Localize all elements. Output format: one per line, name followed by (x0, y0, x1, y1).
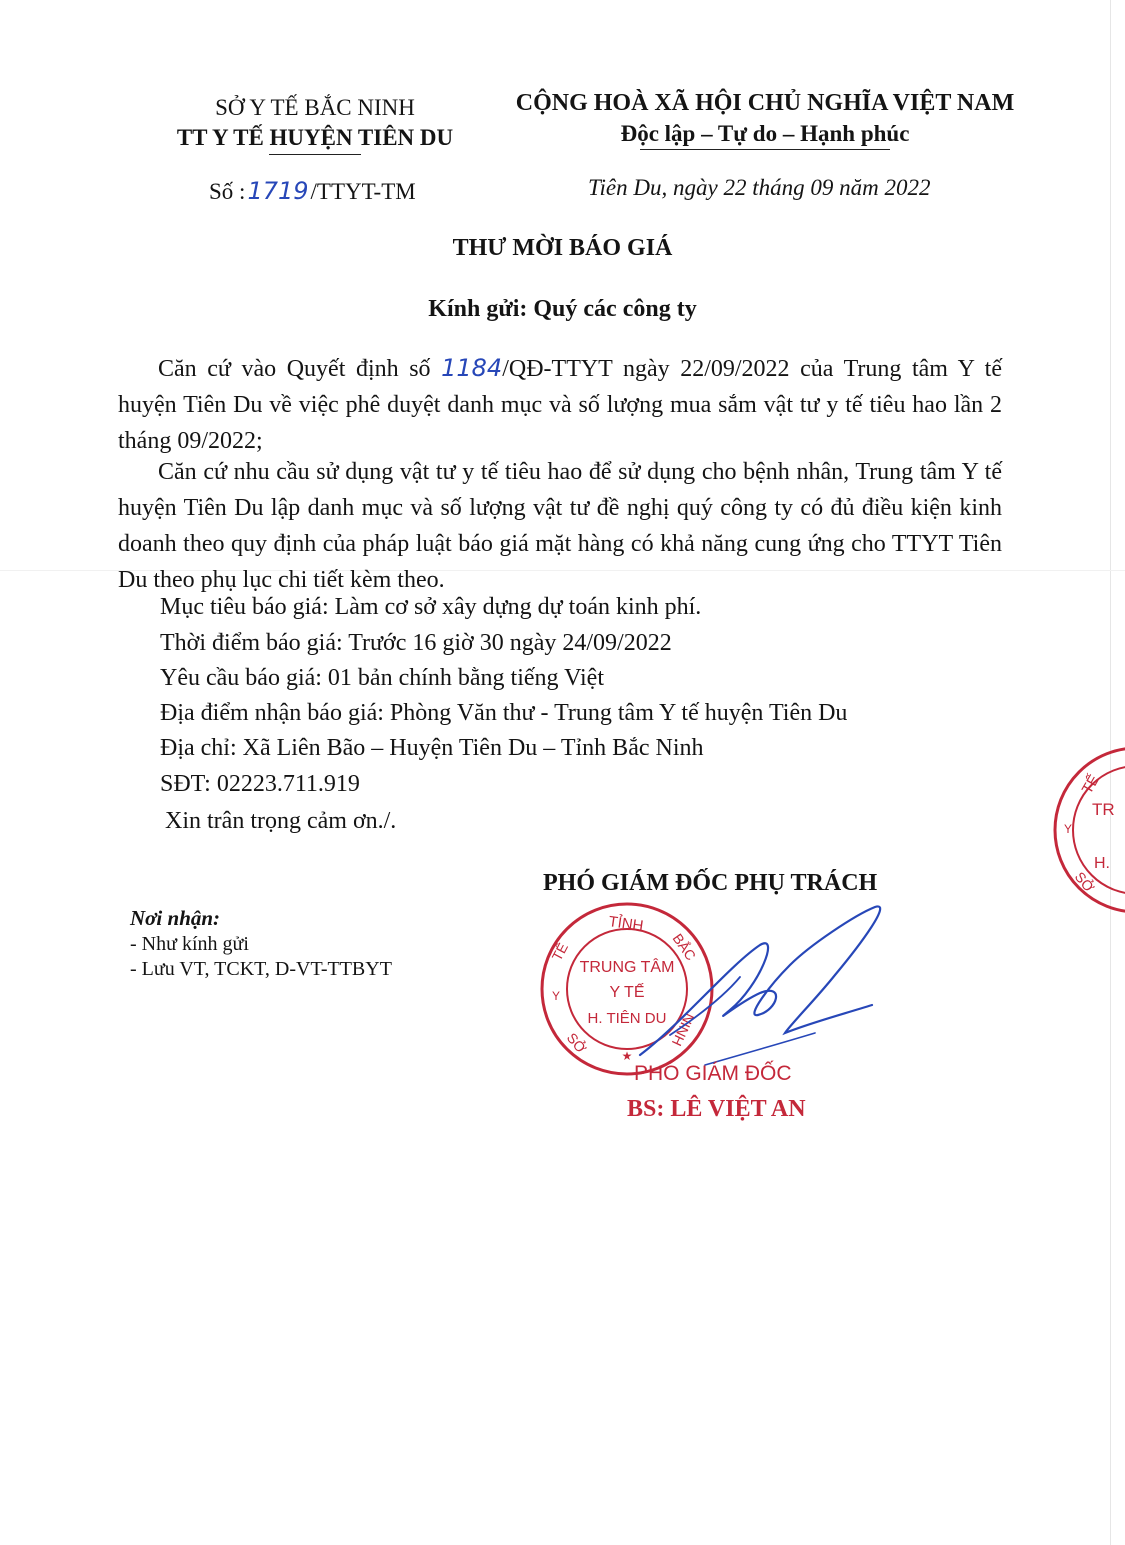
doc-number-handwritten: 1719 (247, 177, 309, 205)
svg-text:BẮC: BẮC (669, 930, 700, 964)
place-date: Tiên Du, ngày 22 tháng 09 năm 2022 (588, 175, 931, 200)
paragraph-legal-basis (118, 350, 1002, 459)
doc-number-suffix: /TTYT-TM (310, 179, 416, 204)
handwritten-signature (610, 905, 910, 1085)
line-phone: SĐT: 02223.711.919 (160, 771, 360, 797)
motto-underline (640, 149, 890, 150)
svg-text:SỞ: SỞ (563, 1029, 590, 1057)
seal-line-3: H. TIÊN DU (587, 1010, 667, 1027)
agency-parent: SỞ Y TẾ BẮC NINH (215, 95, 415, 120)
svg-text:SỞ: SỞ (1071, 868, 1098, 896)
svg-text:Y: Y (552, 989, 561, 1003)
recipient-item: - Lưu VT, TCKT, D-VT-TTBYT (130, 958, 392, 980)
p1-text-after: /QĐ-TTYT ngày 22/09/2022 của Trung tâm Y tế huyện Tiên Du về việc phê duyệt danh mục và số lượng mua sắm vật tư y tế tiêu hao lần 2 tháng 09/2022; (118, 356, 1002, 454)
svg-text:NINH: NINH (668, 1010, 698, 1049)
line-address: Địa chỉ: Xã Liên Bão – Huyện Tiên Du – Tỉnh Bắc Ninh (160, 735, 704, 761)
national-motto: Độc lập – Tự do – Hạnh phúc (620, 121, 910, 146)
svg-text:TR: TR (1092, 800, 1115, 819)
decision-number-handwritten: 1184 (441, 354, 503, 382)
line-deadline: Thời điểm báo giá: Trước 16 giờ 30 ngày 24/09/2022 (160, 630, 672, 656)
national-title: CỘNG HOÀ XÃ HỘI CHỦ NGHĨA VIỆT NAM (515, 90, 1015, 116)
line-closing: Xin trân trọng cảm ơn./. (165, 808, 397, 834)
national-header-block (500, 88, 1030, 150)
svg-text:H.: H. (1094, 855, 1110, 872)
recipient-item: - Như kính gửi (130, 933, 249, 955)
line-objective: Mục tiêu báo giá: Làm cơ sở xây dựng dự toán kinh phí. (160, 594, 702, 620)
document-title: THƯ MỜI BÁO GIÁ (452, 235, 673, 261)
line-receive-place: Địa điểm nhận báo giá: Phòng Văn thư - Trung tâm Y tế huyện Tiên Du (160, 700, 848, 726)
svg-text:TẾ: TẾ (548, 940, 572, 964)
salutation: Kính gửi: Quý các công ty (428, 296, 697, 322)
line-requirement: Yêu cầu báo giá: 01 bản chính bằng tiếng Việt (160, 665, 604, 691)
agency-underline (269, 154, 361, 155)
seal-line-2: Y TẾ (609, 984, 645, 1001)
agency-name: TT Y TẾ HUYỆN TIÊN DU (176, 125, 454, 150)
partial-seal-right (1052, 745, 1125, 920)
signer-name: BS: LÊ VIỆT AN (627, 1096, 806, 1122)
document-number (209, 177, 416, 205)
signer-position-stamp: PHÓ GIÁM ĐỐC (634, 1062, 792, 1085)
p1-text-before: Căn cứ vào Quyết định số (158, 356, 442, 382)
svg-text:★: ★ (621, 1049, 633, 1063)
seal-line-1: TRUNG TÂM (579, 959, 675, 976)
signer-title: PHÓ GIÁM ĐỐC PHỤ TRÁCH (543, 870, 878, 896)
svg-text:TỈNH: TỈNH (607, 913, 645, 935)
paragraph-need: Căn cứ nhu cầu sử dụng vật tư y tế tiêu hao để sử dụng cho bệnh nhân, Trung tâm Y tế huyện Tiên Du lập danh mục và số lượng vật tư đề nghị quý công ty có đủ điều kiện kinh doanh theo quy định của pháp luật báo giá mặt hàng có khả năng cung ứng cho TTYT Tiên Du theo phụ lục chi tiết kèm theo. (118, 459, 1002, 593)
issuing-agency-block (150, 93, 480, 155)
doc-number-prefix: Số : (209, 179, 246, 204)
recipients-heading: Nơi nhận: (130, 906, 221, 930)
svg-text:Y: Y (1064, 822, 1073, 836)
svg-text:TẾ: TẾ (1078, 771, 1104, 797)
